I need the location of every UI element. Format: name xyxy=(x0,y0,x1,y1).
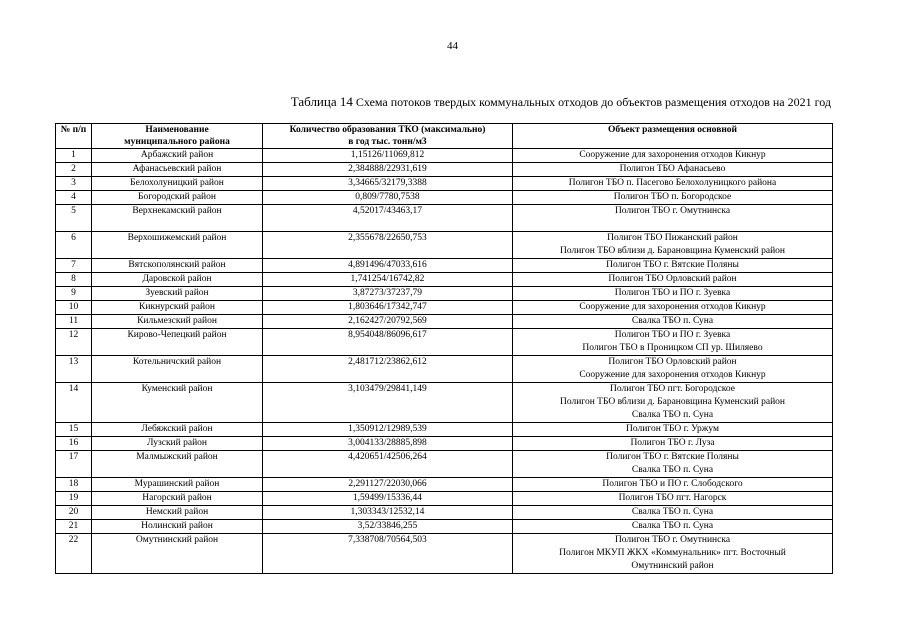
disposal-object-line: Свалка ТБО п. Суна xyxy=(631,465,714,475)
disposal-object xyxy=(513,232,833,259)
disposal-object xyxy=(513,506,833,520)
district-name: Даровской район xyxy=(92,273,263,287)
row-number: 10 xyxy=(56,301,92,315)
district-name: Котельничский район xyxy=(92,356,263,383)
row-number: 21 xyxy=(56,520,92,534)
waste-amount: 4,52017/43463,17 xyxy=(263,205,513,232)
district-name: Кильмезский район xyxy=(92,315,263,329)
district-name: Богородский район xyxy=(92,191,263,205)
disposal-object-line: Полигон ТБО Орловский район xyxy=(608,357,737,367)
disposal-object-line: Полигон ТБО г. Луза xyxy=(630,438,715,448)
disposal-object-line: Полигон МКУП ЖКХ «Коммунальник» пгт. Восточный xyxy=(559,548,786,558)
waste-amount: 3,87273/37237,79 xyxy=(263,287,513,301)
table-row xyxy=(56,534,833,574)
table-row xyxy=(56,423,833,437)
waste-amount: 2,481712/23862,612 xyxy=(263,356,513,383)
disposal-object xyxy=(513,315,833,329)
row-number: 5 xyxy=(56,205,92,232)
disposal-object-line: Полигон ТБО Афанасьево xyxy=(619,164,726,174)
district-name: Зуевский район xyxy=(92,287,263,301)
table-body xyxy=(56,149,833,574)
district-name: Арбажский район xyxy=(92,149,263,163)
row-number: 19 xyxy=(56,492,92,506)
row-number: 3 xyxy=(56,177,92,191)
disposal-object xyxy=(513,287,833,301)
disposal-object-line: Полигон ТБО и ПО г. Слободского xyxy=(602,479,743,489)
disposal-object xyxy=(513,534,833,574)
disposal-object-line: Свалка ТБО п. Суна xyxy=(631,507,714,517)
row-number: 17 xyxy=(56,451,92,478)
waste-amount: 2,291127/22030,066 xyxy=(263,478,513,492)
disposal-object-line xyxy=(516,218,829,231)
header-amount-line1: Количество образования ТКО (максимально) xyxy=(289,125,486,135)
row-number: 2 xyxy=(56,163,92,177)
header-district xyxy=(92,124,263,149)
disposal-object-line: Полигон ТБО г. Вятские Поляны xyxy=(606,260,739,270)
disposal-object xyxy=(513,273,833,287)
disposal-object xyxy=(513,163,833,177)
disposal-object-line: Полигон ТБО пгт. Богородское xyxy=(610,384,735,394)
disposal-object xyxy=(513,205,833,232)
disposal-object xyxy=(513,329,833,356)
waste-amount: 2,355678/22650,753 xyxy=(263,232,513,259)
table-row xyxy=(56,315,833,329)
district-name: Афанасьевский район xyxy=(92,163,263,177)
district-name: Кирово-Чепецкий район xyxy=(92,329,263,356)
row-number: 9 xyxy=(56,287,92,301)
disposal-object xyxy=(513,177,833,191)
disposal-object-line: Полигон ТБО г. Уржум xyxy=(625,424,720,434)
district-name: Малмыжский район xyxy=(92,451,263,478)
disposal-object-line: Полигон ТБО вблизи д. Барановщина Куменский район xyxy=(559,246,786,256)
table-row xyxy=(56,329,833,356)
disposal-object-line: Омутнинский район xyxy=(631,561,714,571)
waste-amount: 0,809/7780,7538 xyxy=(263,191,513,205)
header-amount xyxy=(263,124,513,149)
table-row xyxy=(56,205,833,232)
table-row xyxy=(56,506,833,520)
row-number: 4 xyxy=(56,191,92,205)
disposal-object-line: Сооружение для захоронения отходов Кикнур xyxy=(579,150,766,160)
row-number: 14 xyxy=(56,383,92,423)
table-row xyxy=(56,437,833,451)
table-caption xyxy=(0,94,831,110)
disposal-object-line: Полигон ТБО вблизи д. Барановщина Куменский район xyxy=(559,397,786,407)
waste-amount: 1,15126/11069,812 xyxy=(263,149,513,163)
disposal-object-line: Полигон ТБО в Проницком СП ур. Шиляево xyxy=(582,343,763,353)
district-name: Мурашинский район xyxy=(92,478,263,492)
table-row xyxy=(56,383,833,423)
waste-amount: 3,34665/32179,3388 xyxy=(263,177,513,191)
disposal-object-line: Полигон ТБО п. Пасегово Белохолуницкого района xyxy=(568,178,777,188)
disposal-object xyxy=(513,383,833,423)
disposal-object xyxy=(513,492,833,506)
waste-amount: 2,162427/20792,569 xyxy=(263,315,513,329)
table-row xyxy=(56,149,833,163)
disposal-object xyxy=(513,149,833,163)
table-title: Схема потоков твердых коммунальных отходов до объектов размещения отходов на 2021 год xyxy=(355,95,831,109)
header-district-line2: муниципального района xyxy=(124,137,230,147)
waste-amount: 1,303343/12532,14 xyxy=(263,506,513,520)
row-number: 7 xyxy=(56,259,92,273)
waste-amount: 1,59499/15336,44 xyxy=(263,492,513,506)
waste-amount: 1,803646/17342,747 xyxy=(263,301,513,315)
district-name: Омутнинский район xyxy=(92,534,263,574)
table-row xyxy=(56,232,833,259)
header-num: № п/п xyxy=(56,124,92,149)
row-number: 16 xyxy=(56,437,92,451)
waste-amount: 1,741254/16742,82 xyxy=(263,273,513,287)
waste-amount: 8,954048/86096,617 xyxy=(263,329,513,356)
header-district-line1: Наименование xyxy=(145,125,209,135)
disposal-object xyxy=(513,478,833,492)
page-number: 44 xyxy=(447,40,458,52)
disposal-object xyxy=(513,356,833,383)
disposal-object xyxy=(513,423,833,437)
waste-amount: 4,891496/47033,616 xyxy=(263,259,513,273)
row-number: 13 xyxy=(56,356,92,383)
row-number: 8 xyxy=(56,273,92,287)
waste-amount: 4,420651/42506,264 xyxy=(263,451,513,478)
table-row xyxy=(56,177,833,191)
district-name: Нагорский район xyxy=(92,492,263,506)
district-name: Нолинский район xyxy=(92,520,263,534)
district-name: Лебяжский район xyxy=(92,423,263,437)
waste-amount: 1,350912/12989,539 xyxy=(263,423,513,437)
disposal-object xyxy=(513,301,833,315)
disposal-object-line: Полигон ТБО пгт. Нагорск xyxy=(618,493,727,503)
row-number: 15 xyxy=(56,423,92,437)
disposal-object xyxy=(513,437,833,451)
disposal-object-line: Сооружение для захоронения отходов Кикнур xyxy=(579,370,766,380)
waste-amount: 3,52/33846,255 xyxy=(263,520,513,534)
table-number: Таблица 14 xyxy=(290,94,353,109)
waste-amount: 3,004133/28885,898 xyxy=(263,437,513,451)
row-number: 11 xyxy=(56,315,92,329)
disposal-object-line: Полигон ТБО и ПО г. Зуевка xyxy=(614,288,731,298)
disposal-object xyxy=(513,451,833,478)
disposal-object-line: Полигон ТБО п. Богородское xyxy=(613,192,732,202)
disposal-object-line: Полигон ТБО Пижанский район xyxy=(607,233,738,243)
table-row xyxy=(56,356,833,383)
table-row xyxy=(56,273,833,287)
header-amount-line2: в год тыс. тонн/м3 xyxy=(348,137,427,147)
table-row xyxy=(56,287,833,301)
row-number: 22 xyxy=(56,534,92,574)
district-name: Верхошижемский район xyxy=(92,232,263,259)
table-row xyxy=(56,301,833,315)
disposal-object xyxy=(513,259,833,273)
waste-flow-table xyxy=(55,123,833,574)
disposal-object-line: Свалка ТБО п. Суна xyxy=(631,521,714,531)
district-name: Немский район xyxy=(92,506,263,520)
disposal-object-line: Полигон ТБО и ПО г. Зуевка xyxy=(614,330,731,340)
row-number: 20 xyxy=(56,506,92,520)
district-name: Лузский район xyxy=(92,437,263,451)
table-row xyxy=(56,520,833,534)
waste-amount: 7,338708/70564,503 xyxy=(263,534,513,574)
row-number: 1 xyxy=(56,149,92,163)
header-object: Объект размещения основной xyxy=(513,124,833,149)
disposal-object-line: Полигон ТБО г. Омутнинска xyxy=(614,206,731,216)
waste-amount: 3,103479/29841,149 xyxy=(263,383,513,423)
district-name: Кикнурский район xyxy=(92,301,263,315)
table-row xyxy=(56,492,833,506)
table-row xyxy=(56,478,833,492)
disposal-object-line: Сооружение для захоронения отходов Кикнур xyxy=(579,302,766,312)
table-row xyxy=(56,259,833,273)
row-number: 12 xyxy=(56,329,92,356)
row-number: 6 xyxy=(56,232,92,259)
disposal-object-line: Полигон ТБО г. Омутнинска xyxy=(614,535,731,545)
district-name: Куменский район xyxy=(92,383,263,423)
table-row xyxy=(56,451,833,478)
disposal-object xyxy=(513,191,833,205)
disposal-object-line: Полигон ТБО Орловский район xyxy=(608,274,737,284)
disposal-object-line: Свалка ТБО п. Суна xyxy=(631,316,714,326)
district-name: Верхнекамский район xyxy=(92,205,263,232)
waste-amount: 2,384888/22931,619 xyxy=(263,163,513,177)
table-row xyxy=(56,163,833,177)
disposal-object-line: Свалка ТБО п. Суна xyxy=(631,410,714,420)
row-number: 18 xyxy=(56,478,92,492)
disposal-object xyxy=(513,520,833,534)
district-name: Вятскополянский район xyxy=(92,259,263,273)
district-name: Белохолуницкий район xyxy=(92,177,263,191)
disposal-object-line: Полигон ТБО г. Вятские Поляны xyxy=(606,452,739,462)
table-row xyxy=(56,191,833,205)
table-header-row xyxy=(56,124,833,149)
